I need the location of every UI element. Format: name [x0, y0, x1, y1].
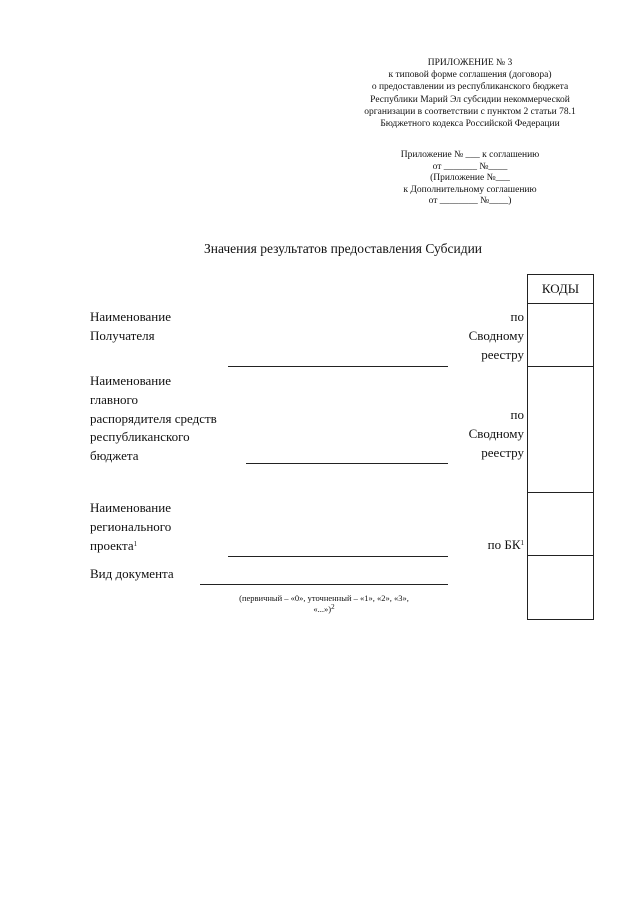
manager-label — [90, 372, 217, 466]
code-cell-recipient[interactable] — [528, 304, 593, 367]
recipient-label — [90, 308, 171, 346]
agreement-line: от ________ №____) — [428, 196, 512, 207]
doc-type-note-text: «...») — [313, 604, 332, 614]
agreement-reference — [360, 150, 580, 208]
manager-fill-line[interactable] — [246, 463, 448, 464]
project-suffix — [488, 536, 524, 555]
project-label-line — [90, 537, 171, 556]
appendix-line: о предоставлении из республиканского бюджета — [371, 82, 569, 93]
footnote-marker: 1 — [133, 539, 138, 548]
recipient-suffix-line: Сводному — [468, 327, 524, 343]
manager-label-line: главного — [90, 391, 139, 407]
project-label — [90, 499, 171, 555]
recipient-suffix-line: реестру — [481, 346, 524, 362]
codes-header: КОДЫ — [528, 275, 593, 304]
manager-suffix-line: Сводному — [468, 425, 524, 441]
appendix-line: Республики Марий Эл субсидии некоммерческой — [370, 94, 570, 105]
manager-suffix — [469, 406, 524, 462]
document-title: Значения результатов предоставления Субсидии — [203, 241, 483, 256]
code-cell-manager[interactable] — [528, 367, 593, 493]
appendix-line: организации в соответствии с пунктом 2 статьи 78.1 — [364, 106, 576, 117]
recipient-label-line: Наименование — [90, 309, 171, 324]
project-label-text: проекта — [90, 537, 134, 553]
project-fill-line[interactable] — [228, 556, 448, 557]
doc-type-note-line: (первичный – «0», уточненный – «1», «2», «3», — [239, 593, 409, 603]
doc-type-label: Вид документа — [90, 566, 174, 581]
manager-label-line: бюджета — [90, 448, 139, 464]
doc-type-note — [200, 593, 448, 615]
manager-suffix-line: по — [510, 407, 524, 422]
code-cell-doc-type[interactable] — [528, 556, 593, 620]
manager-suffix-line: реестру — [481, 444, 524, 460]
code-cell-project[interactable] — [528, 493, 593, 556]
appendix-line: к типовой форме соглашения (договора) — [388, 70, 552, 81]
agreement-line: (Приложение №___ — [430, 173, 510, 184]
recipient-suffix-line: по — [510, 309, 524, 324]
doc-type-fill-line[interactable] — [200, 584, 448, 585]
project-suffix-text: по БК — [487, 537, 521, 552]
doc-type-note-line — [200, 604, 448, 615]
footnote-marker: 1 — [520, 539, 524, 547]
project-label-line: Наименование — [90, 500, 171, 515]
recipient-fill-line[interactable] — [228, 366, 448, 367]
codes-table — [527, 274, 594, 620]
appendix-line: Бюджетного кодекса Российской Федерации — [380, 119, 560, 130]
agreement-line: от _______ №____ — [432, 161, 508, 172]
footnote-marker: 2 — [331, 603, 335, 611]
recipient-suffix — [469, 308, 524, 364]
manager-label-line: распорядителя средств — [90, 410, 217, 426]
recipient-label-line: Получателя — [90, 327, 155, 343]
manager-label-line: Наименование — [90, 373, 171, 388]
appendix-header — [330, 57, 610, 130]
appendix-line: ПРИЛОЖЕНИЕ № 3 — [427, 58, 513, 68]
project-label-line: регионального — [90, 518, 172, 534]
manager-label-line: республиканского — [90, 429, 190, 445]
agreement-line: к Дополнительному соглашению — [403, 184, 537, 195]
agreement-line: Приложение № ___ к соглашению — [400, 150, 540, 160]
